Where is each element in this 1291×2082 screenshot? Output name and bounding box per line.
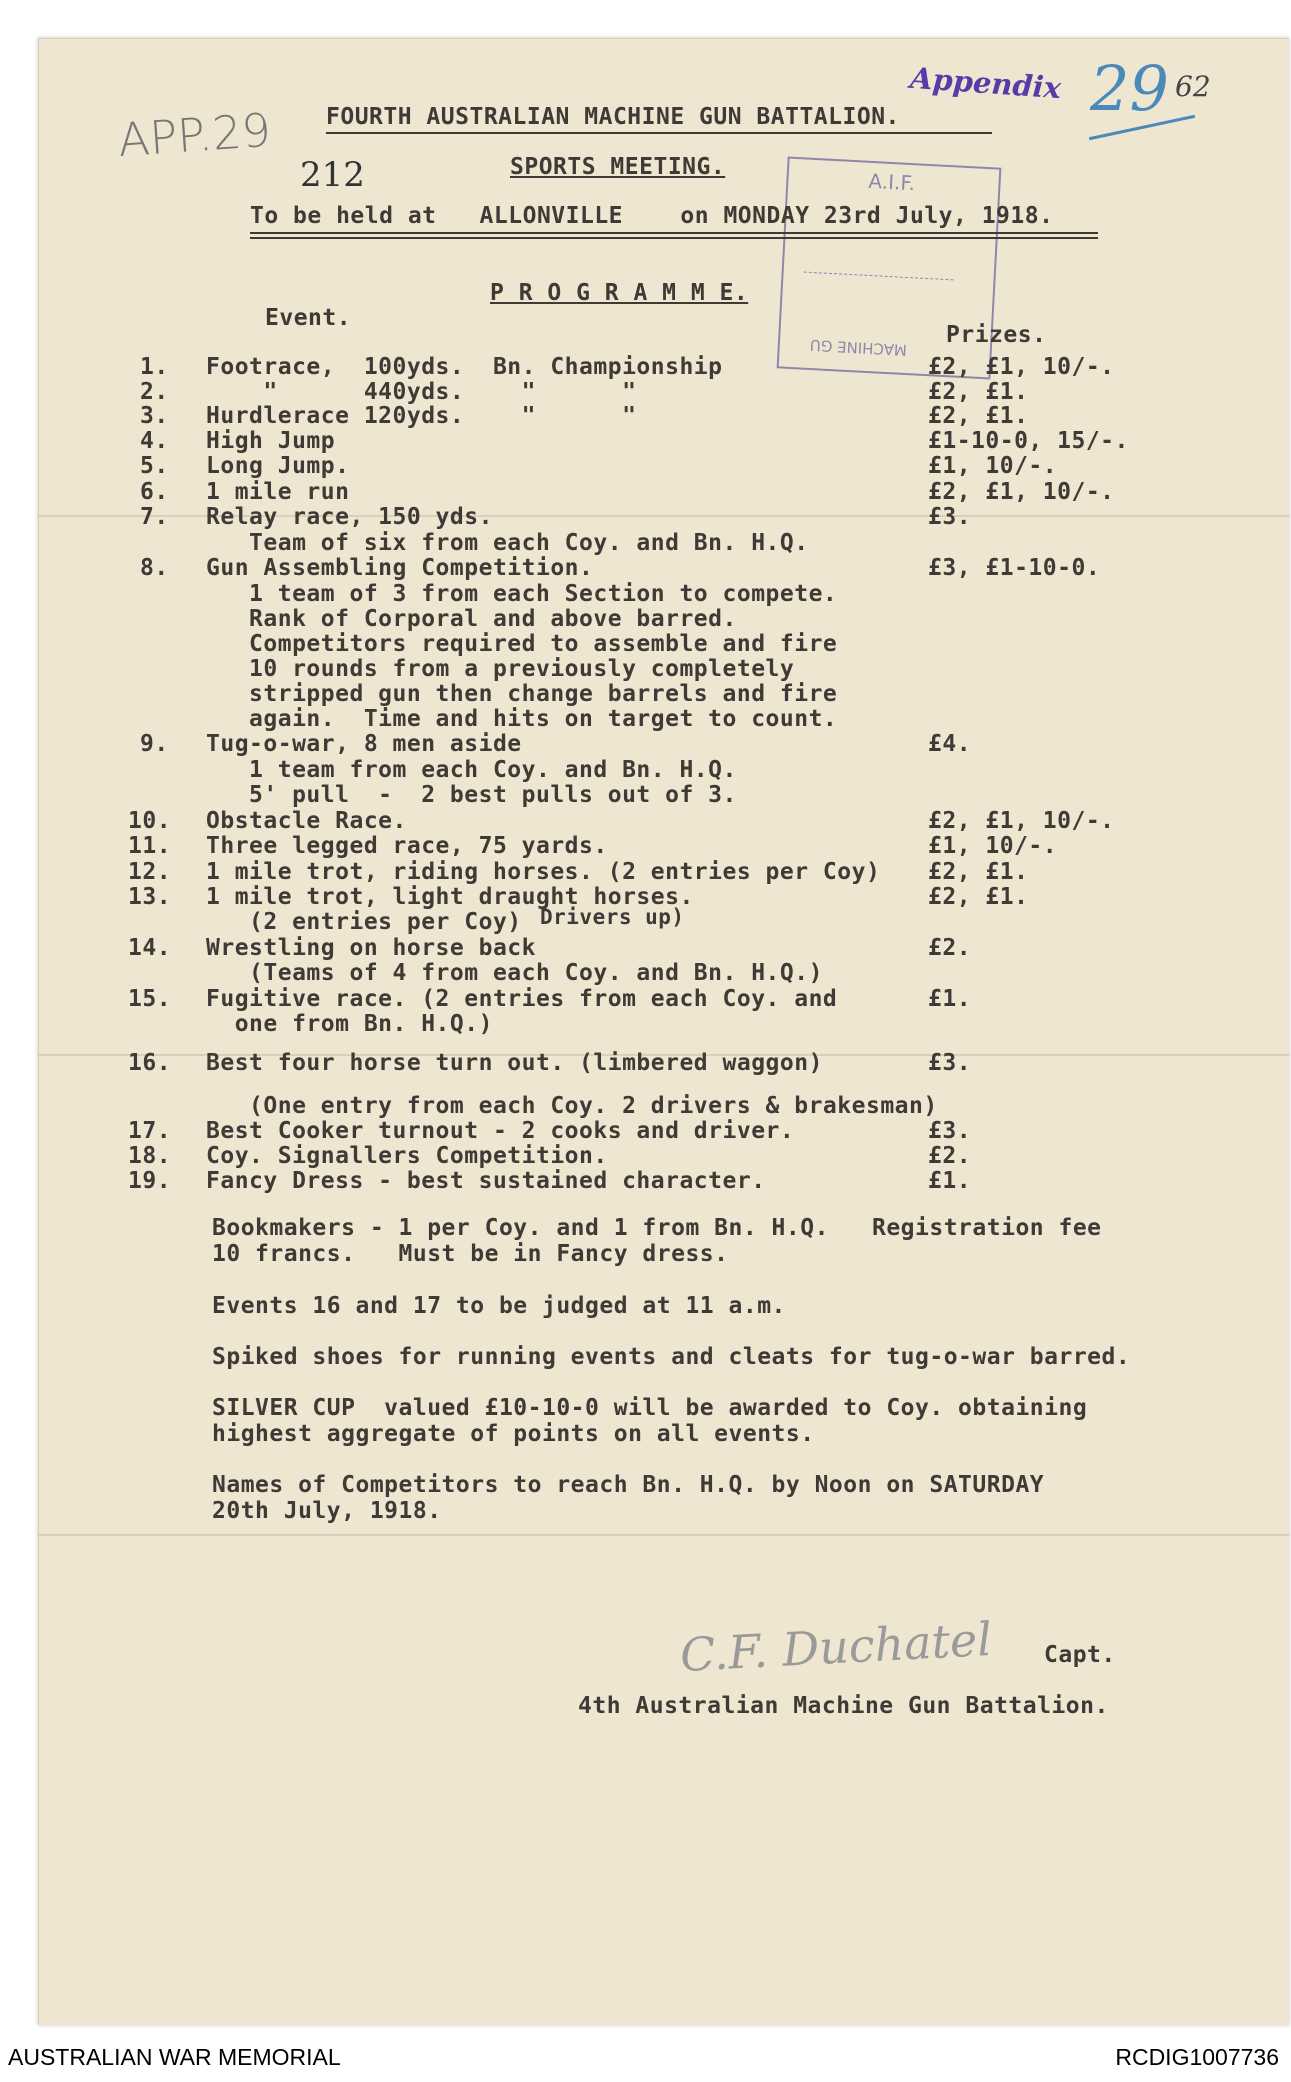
event-description: Wrestling on horse back bbox=[206, 935, 536, 961]
event-prize: £1, 10/-. bbox=[928, 453, 1058, 479]
event-description: stripped gun then change barrels and fire bbox=[206, 681, 838, 707]
event-number: 18. bbox=[128, 1143, 172, 1169]
event-prize: £1-10-0, 15/-. bbox=[928, 428, 1129, 454]
event-number: 7. bbox=[140, 504, 169, 530]
event-number: 14. bbox=[128, 935, 172, 961]
event-description: Fancy Dress - best sustained character. bbox=[206, 1168, 766, 1194]
event-description: Hurdlerace 120yds. " " bbox=[206, 403, 637, 429]
event-description: Three legged race, 75 yards. bbox=[206, 833, 608, 859]
document-title: FOURTH AUSTRALIAN MACHINE GUN BATTALION. bbox=[326, 104, 900, 130]
event-description: Tug-o-war, 8 men aside bbox=[206, 731, 522, 757]
event-prize: £2, £1. bbox=[928, 379, 1029, 405]
event-description: Gun Assembling Competition. bbox=[206, 555, 594, 581]
event-description: (Teams of 4 from each Coy. and Bn. H.Q.) bbox=[206, 960, 823, 986]
note-line: Spiked shoes for running events and cleats for tug-o-war barred. bbox=[212, 1344, 1131, 1370]
event-number: 15. bbox=[128, 986, 172, 1012]
event-description: " 440yds. " " bbox=[206, 379, 637, 405]
event-description: (2 entries per Coy) bbox=[206, 909, 522, 935]
event-description: Long Jump. bbox=[206, 453, 350, 479]
event-number: 1. bbox=[140, 354, 169, 380]
event-number: 3. bbox=[140, 403, 169, 429]
event-number: 11. bbox=[128, 833, 172, 859]
event-description: Team of six from each Coy. and Bn. H.Q. bbox=[206, 530, 809, 556]
event-prize: £4. bbox=[928, 731, 972, 757]
event-description: 5' pull - 2 best pulls out of 3. bbox=[206, 782, 737, 808]
event-number: 2. bbox=[140, 379, 169, 405]
drivers-up-note: Drivers up) bbox=[540, 905, 685, 929]
note-line: Bookmakers - 1 per Coy. and 1 from Bn. H.Q. Registration fee bbox=[212, 1215, 1102, 1241]
signature: C.F. Duchatel bbox=[678, 1611, 994, 1683]
note-line: SILVER CUP valued £10-10-0 will be awarded to Coy. obtaining bbox=[212, 1395, 1088, 1421]
note-line: Events 16 and 17 to be judged at 11 a.m. bbox=[212, 1293, 786, 1319]
event-description: one from Bn. H.Q.) bbox=[206, 1011, 493, 1037]
event-description: again. Time and hits on target to count. bbox=[206, 706, 838, 732]
event-prize: £3. bbox=[928, 1118, 972, 1144]
event-description: Best Cooker turnout - 2 cooks and driver. bbox=[206, 1118, 795, 1144]
event-number: 12. bbox=[128, 859, 172, 885]
event-prize: £2, £1. bbox=[928, 403, 1029, 429]
footer-right-id: RCDIG1007736 bbox=[1115, 2044, 1279, 2070]
event-number: 17. bbox=[128, 1118, 172, 1144]
event-description: 1 mile trot, light draught horses. bbox=[206, 884, 694, 910]
event-number: 9. bbox=[140, 731, 169, 757]
venue-underline-2 bbox=[250, 237, 1098, 239]
venue-underline bbox=[250, 232, 1098, 234]
paper-fold bbox=[39, 1534, 1289, 1536]
note-line: Names of Competitors to reach Bn. H.Q. by Noon on SATURDAY bbox=[212, 1472, 1045, 1498]
event-prize: £3. bbox=[928, 1050, 972, 1076]
event-number: 19. bbox=[128, 1168, 172, 1194]
folio-number-large: 29 bbox=[1090, 52, 1169, 125]
event-description: 10 rounds from a previously completely bbox=[206, 656, 795, 682]
event-number: 16. bbox=[128, 1050, 172, 1076]
event-description: Obstacle Race. bbox=[206, 808, 407, 834]
event-prize: £3. bbox=[928, 504, 972, 530]
document-subtitle: SPORTS MEETING. bbox=[510, 154, 726, 180]
event-description: Fugitive race. (2 entries from each Coy. and bbox=[206, 986, 838, 1012]
event-prize: £1. bbox=[928, 1168, 972, 1194]
signatory-unit: 4th Australian Machine Gun Battalion. bbox=[578, 1693, 1109, 1719]
event-prize: £3, £1-10-0. bbox=[928, 555, 1101, 581]
page-number-annotation: 212 bbox=[300, 155, 365, 195]
event-prize: £1. bbox=[928, 986, 972, 1012]
event-description: Relay race, 150 yds. bbox=[206, 504, 493, 530]
event-description: High Jump bbox=[206, 428, 336, 454]
event-description: 1 mile trot, riding horses. (2 entries per Coy) bbox=[206, 859, 881, 885]
event-prize: £2. bbox=[928, 1143, 972, 1169]
note-line: 20th July, 1918. bbox=[212, 1498, 442, 1524]
event-number: 8. bbox=[140, 555, 169, 581]
event-description: 1 team of 3 from each Section to compete. bbox=[206, 581, 838, 607]
folio-number-small: 62 bbox=[1175, 70, 1211, 103]
event-prize: £2, £1, 10/-. bbox=[928, 479, 1115, 505]
event-description: Coy. Signallers Competition. bbox=[206, 1143, 608, 1169]
note-line: highest aggregate of points on all events. bbox=[212, 1421, 815, 1447]
event-description: 1 team from each Coy. and Bn. H.Q. bbox=[206, 757, 737, 783]
event-number: 4. bbox=[140, 428, 169, 454]
app-ref-annotation: APP.29 bbox=[116, 102, 273, 168]
footer-left-credit: AUSTRALIAN WAR MEMORIAL bbox=[8, 2044, 341, 2070]
venue-date-line: To be held at ALLONVILLE on MONDAY 23rd July, 1918. bbox=[250, 203, 1054, 229]
programme-heading: P R O G R A M M E. bbox=[490, 280, 749, 306]
stamp-divider bbox=[804, 272, 954, 281]
event-prize: £2. bbox=[928, 935, 972, 961]
event-prize: £2, £1. bbox=[928, 884, 1029, 910]
event-number: 10. bbox=[128, 808, 172, 834]
event-description: Rank of Corporal and above barred. bbox=[206, 606, 737, 632]
stamp-line: A.I.F. bbox=[867, 168, 916, 196]
event-prize: £2, £1, 10/-. bbox=[928, 808, 1115, 834]
note-line: 10 francs. Must be in Fancy dress. bbox=[212, 1241, 729, 1267]
prizes-column-header: Prizes. bbox=[946, 322, 1047, 348]
event-description: Competitors required to assemble and fire bbox=[206, 631, 838, 657]
appendix-annotation: Appendix bbox=[908, 60, 1063, 106]
event-description: Best four horse turn out. (limbered waggon) bbox=[206, 1050, 823, 1076]
event-number: 6. bbox=[140, 479, 169, 505]
event-description: 1 mile run bbox=[206, 479, 350, 505]
event-prize: £2, £1, 10/-. bbox=[928, 354, 1115, 380]
event-prize: £1, 10/-. bbox=[928, 833, 1058, 859]
stamp-line: MACHINE GU bbox=[809, 335, 908, 360]
title-underline bbox=[326, 132, 992, 134]
event-description: Footrace, 100yds. Bn. Championship bbox=[206, 354, 723, 380]
event-number: 5. bbox=[140, 453, 169, 479]
event-prize: £2, £1. bbox=[928, 859, 1029, 885]
event-number: 13. bbox=[128, 884, 172, 910]
signatory-rank: Capt. bbox=[1044, 1642, 1116, 1668]
event-column-header: Event. bbox=[265, 305, 352, 331]
event-description: (One entry from each Coy. 2 drivers & brakesman) bbox=[206, 1093, 938, 1119]
